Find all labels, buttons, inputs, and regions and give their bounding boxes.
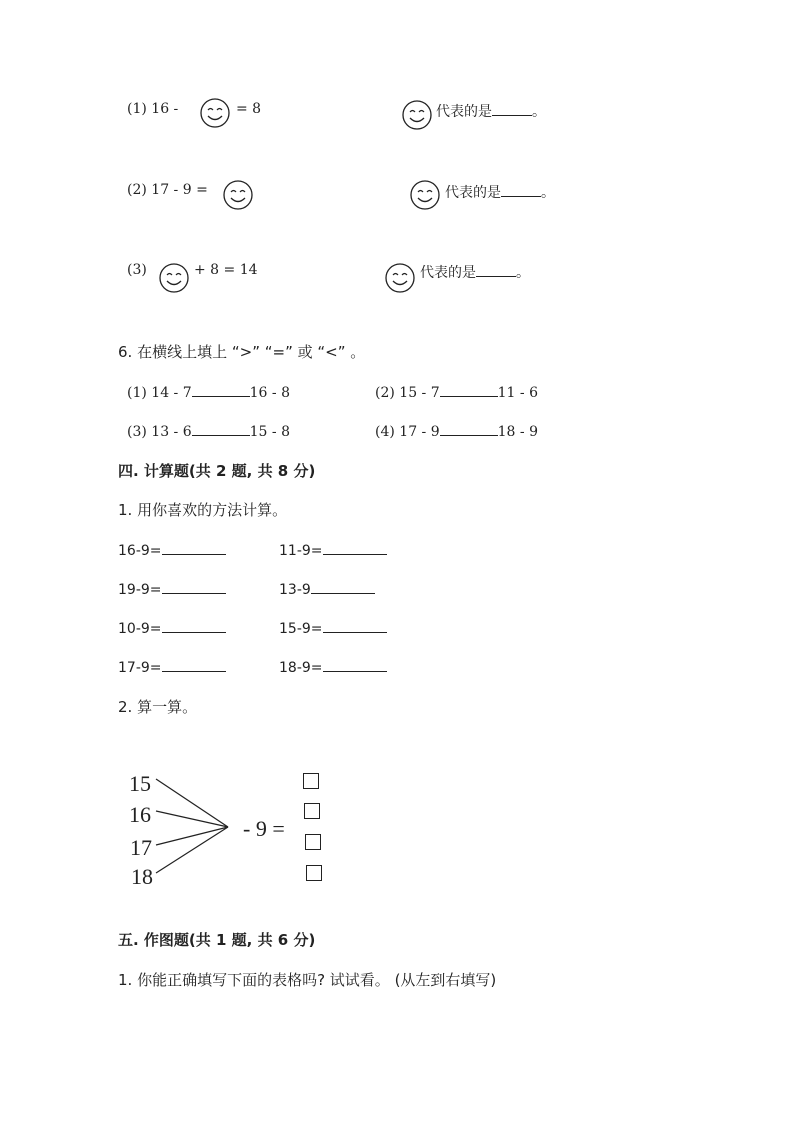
- calc-item: 16-9=: [118, 540, 226, 559]
- meaning-label: 代表的是 。: [420, 262, 530, 282]
- smiley-icon: [222, 178, 256, 212]
- calc-item: 10-9=: [118, 618, 226, 637]
- calc-item: 19-9=: [118, 579, 226, 598]
- answer-box[interactable]: [303, 773, 319, 789]
- answer-blank[interactable]: [440, 382, 498, 397]
- answer-blank[interactable]: [323, 618, 387, 633]
- section-4-q2-title: 2. 算一算。: [118, 698, 198, 716]
- smiley-icon: [384, 261, 418, 295]
- equation-right: = 8: [236, 101, 262, 117]
- equation-right: + 8 = 14: [194, 262, 258, 278]
- calc-item: 13-9: [279, 579, 375, 598]
- calc-item: 17-9=: [118, 657, 226, 676]
- calc-item: 11-9=: [279, 540, 387, 559]
- answer-blank[interactable]: [323, 540, 387, 555]
- smiley-icon: [158, 261, 192, 295]
- compare-item: (4) 17 - 9 18 - 9: [375, 421, 538, 440]
- equation-left: (2) 17 - 9 =: [127, 182, 208, 198]
- equation-left: (3): [127, 262, 147, 278]
- diagram-number: 16: [129, 802, 151, 827]
- answer-blank[interactable]: [162, 657, 226, 672]
- diagram-number: 18: [131, 864, 153, 889]
- fan-lines: [118, 765, 358, 895]
- q6-title: 6. 在横线上填上 “>” “=” 或 “<” 。: [118, 343, 366, 361]
- meaning-label: 代表的是 。: [445, 182, 555, 202]
- diagram-number: 15: [129, 771, 151, 796]
- answer-box[interactable]: [306, 865, 322, 881]
- smiley-icon: [401, 98, 435, 132]
- answer-blank[interactable]: [311, 579, 375, 594]
- answer-blank[interactable]: [162, 579, 226, 594]
- answer-blank[interactable]: [192, 382, 250, 397]
- section-5-q1-title: 1. 你能正确填写下面的表格吗? 试试看。 (从左到右填写): [118, 971, 497, 989]
- answer-blank[interactable]: [323, 657, 387, 672]
- equation-left: (1) 16 -: [127, 101, 179, 117]
- answer-blank[interactable]: [192, 421, 250, 436]
- calc-item: 18-9=: [279, 657, 387, 676]
- section-4-title: 四. 计算题(共 2 题, 共 8 分): [118, 462, 316, 480]
- compare-item: (2) 15 - 7 11 - 6: [375, 382, 538, 401]
- smiley-icon: [199, 96, 233, 130]
- compare-item: (1) 14 - 7 16 - 8: [127, 382, 290, 401]
- answer-box[interactable]: [304, 803, 320, 819]
- diagram-number: 17: [130, 835, 152, 860]
- meaning-label: 代表的是 。: [436, 101, 546, 121]
- calc-item: 15-9=: [279, 618, 387, 637]
- smiley-icon: [409, 178, 443, 212]
- section-5-title: 五. 作图题(共 1 题, 共 6 分): [118, 931, 316, 949]
- answer-blank[interactable]: [162, 618, 226, 633]
- answer-blank[interactable]: [162, 540, 226, 555]
- compare-item: (3) 13 - 6 15 - 8: [127, 421, 290, 440]
- section-4-q1-title: 1. 用你喜欢的方法计算。: [118, 501, 288, 519]
- diagram-operator: - 9 =: [243, 816, 285, 841]
- answer-blank[interactable]: [440, 421, 498, 436]
- answer-box[interactable]: [305, 834, 321, 850]
